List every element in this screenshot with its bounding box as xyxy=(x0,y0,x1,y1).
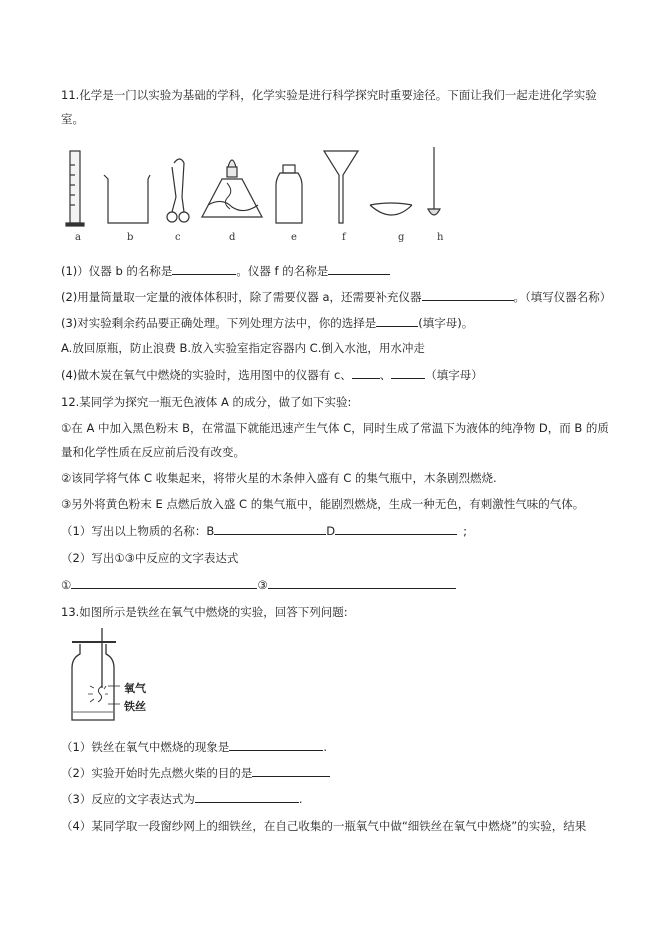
q12-part1: （1）写出以上物质的名称：B D ; xyxy=(61,524,467,538)
q12-equations: ① ③ xyxy=(61,576,456,593)
crucible-tongs-icon xyxy=(167,159,189,222)
q12-step1-line1: ①在 A 中加入黑色粉末 B，在常温下就能迅速产生气体 C，同时生成了常温下为液体的纯净物 D，而 B 的质 xyxy=(61,421,609,435)
label-c: c xyxy=(175,232,181,243)
label-e: e xyxy=(291,232,297,243)
beaker-icon xyxy=(104,175,150,223)
q13-part1: （1）铁丝在氧气中燃烧的现象是 . xyxy=(61,740,327,754)
answer-blank[interactable] xyxy=(268,576,456,589)
answer-blank[interactable] xyxy=(335,522,457,535)
label-iron-wire: 铁丝 xyxy=(124,700,146,713)
q11-part1: (1)）仪器 b 的名称是 。仪器 f 的名称是 xyxy=(61,262,390,279)
lab-instruments-figure xyxy=(62,145,452,231)
evaporating-dish-icon xyxy=(370,203,412,215)
q12-step1-line2: 量和化学性质在反应前后没有改变。 xyxy=(61,445,245,459)
q11-options: A.放回原瓶，防止浪费 B.放入实验室指定容器内 C.倒入水池，用水冲走 xyxy=(61,341,425,355)
iron-wire-combustion-figure xyxy=(64,628,174,728)
label-oxygen: 氧气 xyxy=(124,682,146,695)
q11-stem-line2: 室。 xyxy=(61,112,84,126)
label-f: f xyxy=(342,232,346,243)
answer-blank[interactable] xyxy=(252,764,330,777)
combustion-spoon-icon xyxy=(428,147,440,215)
q13-stem: 13.如图所示是铁丝在氧气中燃烧的实验，回答下列问题: xyxy=(61,605,348,619)
answer-blank[interactable] xyxy=(328,262,390,275)
answer-blank[interactable] xyxy=(172,262,236,275)
alcohol-lamp-icon xyxy=(202,160,262,217)
q13-part4: （4）某同学取一段窗纱网上的细铁丝，在自己收集的一瓶氧气中做“细铁丝在氧气中燃烧”的实验，结果 xyxy=(61,819,587,833)
answer-blank[interactable] xyxy=(71,576,257,589)
answer-blank[interactable] xyxy=(195,790,299,803)
q13-part3: （3）反应的文字表达式为 . xyxy=(61,792,303,806)
reagent-bottle-icon xyxy=(276,165,302,223)
q11-stem-line1: 11.化学是一门以实验为基础的学科，化学实验是进行科学探究时重要途径。下面让我们一起走进化学实验 xyxy=(61,88,597,102)
q11-part3: (3)对实验剩余药品要正确处理。下列处理方法中，你的选择是 (填字母)。 xyxy=(61,316,474,330)
q12-step3: ③另外将黄色粉末 E 点燃后放入盛 C 的集气瓶中，能剧烈燃烧，生成一种无色，有刺激性气味的气体。 xyxy=(61,497,585,511)
q13-part2: （2）实验开始时先点燃火柴的目的是 xyxy=(61,764,330,781)
answer-blank[interactable] xyxy=(376,314,418,327)
label-b: b xyxy=(127,232,134,243)
q12-stem: 12.某同学为探究一瓶无色液体 A 的成分，做了如下实验: xyxy=(61,395,352,409)
q12-step2: ②该同学将气体 C 收集起来，将带火星的木条伸入盛有 C 的集气瓶中，木条剧烈燃烧. xyxy=(61,471,497,485)
answer-blank[interactable] xyxy=(391,366,425,379)
label-d: d xyxy=(229,232,236,243)
q11-part2: (2)用量筒量取一定量的液体体积时，除了需要仪器 a，还需要补充仪器 。（填写仪器名称） xyxy=(61,290,612,304)
answer-blank[interactable] xyxy=(214,522,326,535)
label-g: g xyxy=(398,232,405,243)
label-h: h xyxy=(437,232,444,243)
measuring-cylinder-icon xyxy=(66,151,84,226)
q12-part2: （2）写出①③中反应的文字表达式 xyxy=(61,551,239,565)
funnel-icon xyxy=(324,151,358,223)
answer-blank[interactable] xyxy=(422,288,514,301)
answer-blank[interactable] xyxy=(352,366,380,379)
label-a: a xyxy=(75,232,81,243)
answer-blank[interactable] xyxy=(229,738,323,751)
q11-part4: (4)做木炭在氧气中燃烧的实验时，选用图中的仪器有 c、 、 （填字母） xyxy=(61,368,483,382)
